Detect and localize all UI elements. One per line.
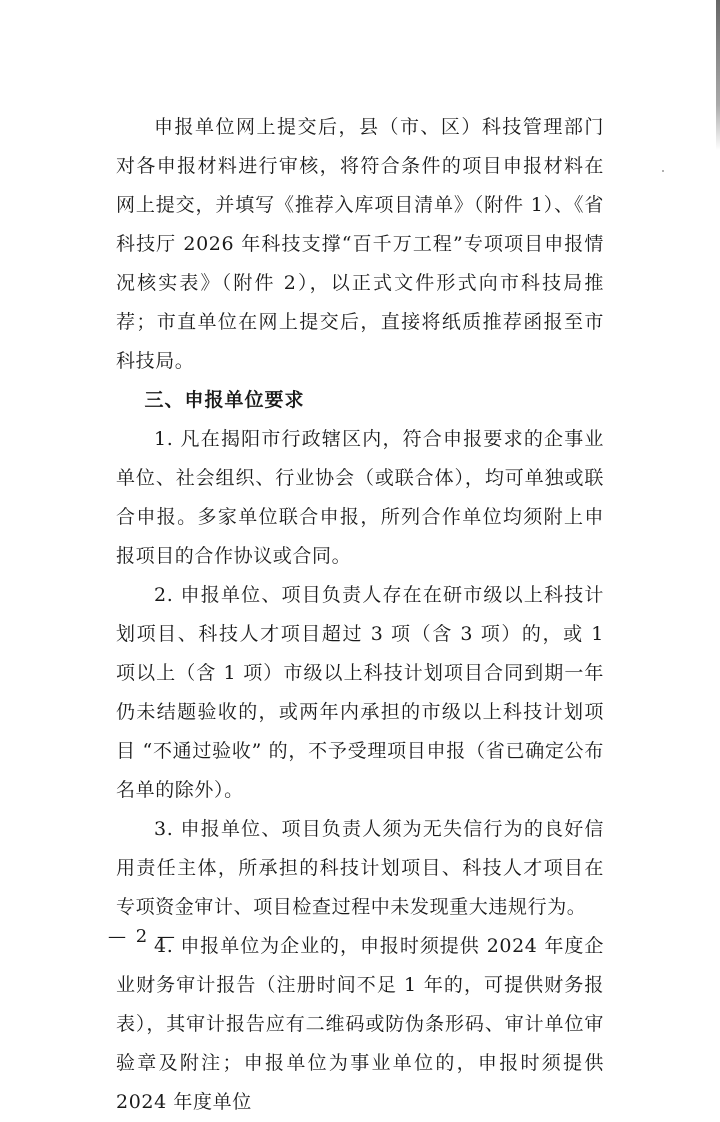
- requirement-item-4: 4. 申报单位为企业的，申报时须提供 2024 年度企业财务审计报告（注册时间不足 1 年的，可提供财务报表），其审计报告应有二维码或防伪条形码、审计单位审验章及附注；申报单位为事业单位的，申报时须提供 2024 年度单位: [116, 935, 604, 1113]
- paragraph-submission-process: 申报单位网上提交后，县（市、区）科技管理部门对各申报材料进行审核，将符合条件的项目申报材料在网上提交，并填写《推荐入库项目清单》（附件 1）、《省科技厅 2026 年科技支撑“百千万工程”专项项目申报情况核实表》（附件 2），以正式文件形式向市科技局推荐；市直单位在网上提交后，直接将纸质推荐函报至市科技局。: [116, 116, 604, 372]
- requirement-item-1: 1. 凡在揭阳市行政辖区内，符合申报要求的企事业单位、社会组织、行业协会（或联合体），均可单独或联合申报。多家单位联合申报，所列合作单位均须附上申报项目的合作协议或合同。: [116, 428, 604, 567]
- section-heading-applicant-requirements: 三、申报单位要求: [144, 389, 305, 411]
- scan-edge-shadow: [716, 0, 720, 150]
- page-number: — 2 —: [108, 926, 177, 947]
- requirement-item-3: 3. 申报单位、项目负责人须为无失信行为的良好信用责任主体，所承担的科技计划项目、科技人才项目在专项资金审计、项目检查过程中未发现重大违规行为。: [116, 818, 604, 918]
- document-body: [116, 108, 604, 1122]
- requirement-item-2: 2. 申报单位、项目负责人存在在研市级以上科技计划项目、科技人才项目超过 3 项（含 3 项）的，或 1 项以上（含 1 项）市级以上科技计划项目合同到期一年仍未结题验收的，或两年内承担的市级以上科技计划项目 “不通过验收” 的，不予受理项目申报（省已确定公布名单的除外）。: [116, 584, 604, 801]
- scan-speck: [662, 170, 664, 172]
